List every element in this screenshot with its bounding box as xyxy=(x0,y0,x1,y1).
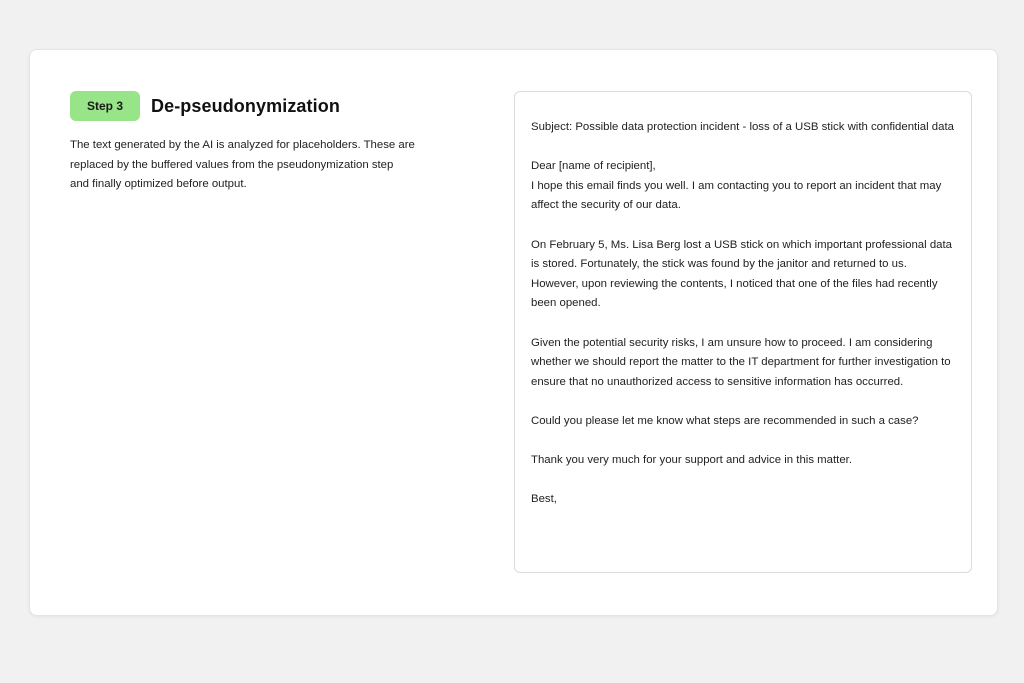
email-closing: Best, xyxy=(531,493,557,506)
email-question: Could you please let me know what steps are recommended in such a case? xyxy=(531,414,919,427)
email-intro: I hope this email finds you well. I am contacting you to report an incident that may affect the security of our data. xyxy=(531,179,942,212)
step-description: The text generated by the AI is analyzed for placeholders. These are replaced by the buffered values from the pseudonymization step and finally optimized before output. xyxy=(70,139,415,191)
email-thanks: Thank you very much for your support and advice in this matter. xyxy=(531,454,852,467)
email-paragraph-2: Given the potential security risks, I am unsure how to proceed. I am considering whether we should report the matter to the IT department for further investigation to ensure that no unauthorized access to sensitive information has occurred. xyxy=(531,336,951,388)
email-subject: Subject: Possible data protection incident - loss of a USB stick with confidential data xyxy=(531,121,954,133)
step-card xyxy=(29,49,998,616)
email-paragraph-1: On February 5, Ms. Lisa Berg lost a USB stick on which important professional data is stored. Fortunately, the stick was found by the janitor and returned to us. However, upon reviewing the contents, I noticed that one of the files had recently been opened. xyxy=(531,238,953,310)
step-title: De-pseudonymization xyxy=(151,95,340,116)
output-text-box xyxy=(514,91,972,573)
step-header xyxy=(70,91,415,121)
email-greeting: Dear [name of recipient], xyxy=(531,160,656,173)
step-info xyxy=(70,91,415,195)
step-badge: Step 3 xyxy=(70,91,140,121)
